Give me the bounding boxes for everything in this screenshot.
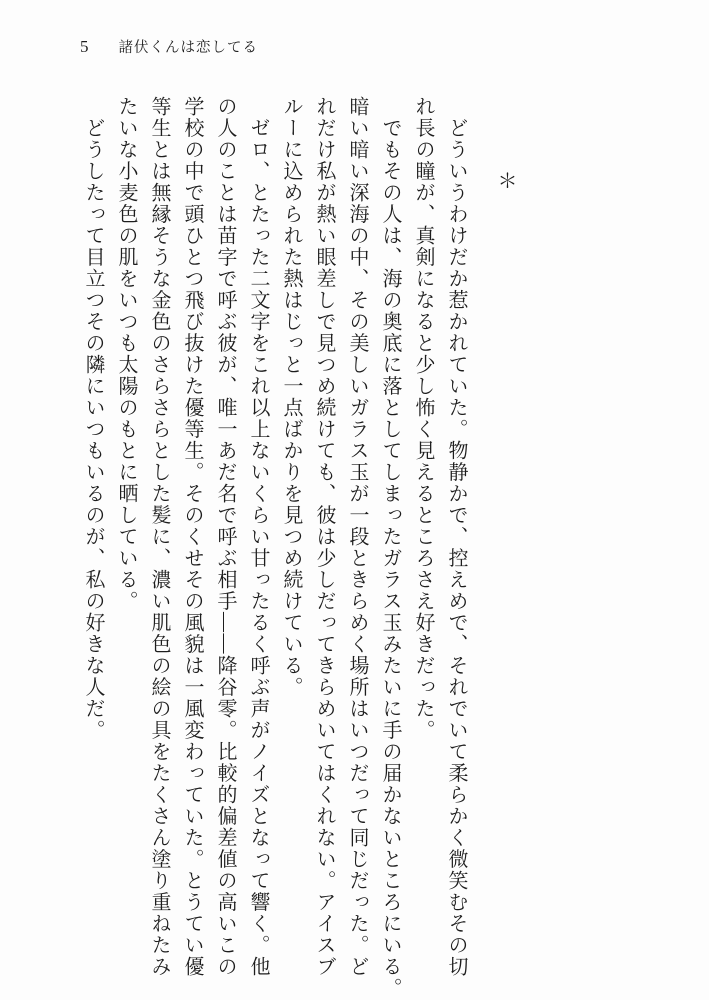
text-line-2: どういうわけだか惹かれていた。物静かで、控えめで、それでいて柔らかく微笑むその切 xyxy=(445,96,467,978)
text-line-13: どうしたって目立つその隣にいつもいるのが、私の好きな人だ。 xyxy=(82,96,104,741)
text-line-11: 等生とは無縁そうな金色のさらさらとした髪に、濃い肌色の絵の具をたくさん塗り重ねたみ xyxy=(148,96,170,978)
text-body xyxy=(76,96,521,999)
page-header xyxy=(80,36,258,57)
text-line-10: 学校の中で頭ひとつ飛び抜けた優等生。そのくせその風貌は一風変わっていた。とうてい優 xyxy=(181,96,203,978)
text-line-9: の人のことは苗字で呼ぶ彼が、唯一あだ名で呼ぶ相手――降谷零。比較的偏差値の高いこの xyxy=(214,96,236,978)
text-line-5: 暗い暗い深海の中、その美しいガラス玉が一段ときらめく場所はいつだって同じだった。ど xyxy=(346,96,368,978)
text-line-8: ゼロ、とたった二文字をこれ以上ないくらい甘ったるく呼ぶ声がノイズとなって響く。他 xyxy=(247,96,269,978)
text-line-12: たいな小麦色の肌をいつも太陽のもとに晒している。 xyxy=(115,96,137,612)
section-separator: ＊ xyxy=(494,170,516,192)
page-title: 諸伏くんは恋してる xyxy=(118,40,258,56)
text-line-4: でもその人は、海の奥底に落としてしまったガラス玉みたいに手の届かないところにいる。 xyxy=(379,96,401,999)
page-number: 5 xyxy=(80,37,89,56)
text-line-6: れだけ私が熱い眼差しで見つめ続けても、彼は少しだってきらめいてはくれない。アイスブ xyxy=(313,96,335,978)
text-line-3: れ長の瞳が、真剣になると少し怖く見えるところさえ好きだった。 xyxy=(412,96,434,741)
text-line-7: ルーに込められた熱はじっと一点ばかりを見つめ続けている。 xyxy=(280,96,302,698)
